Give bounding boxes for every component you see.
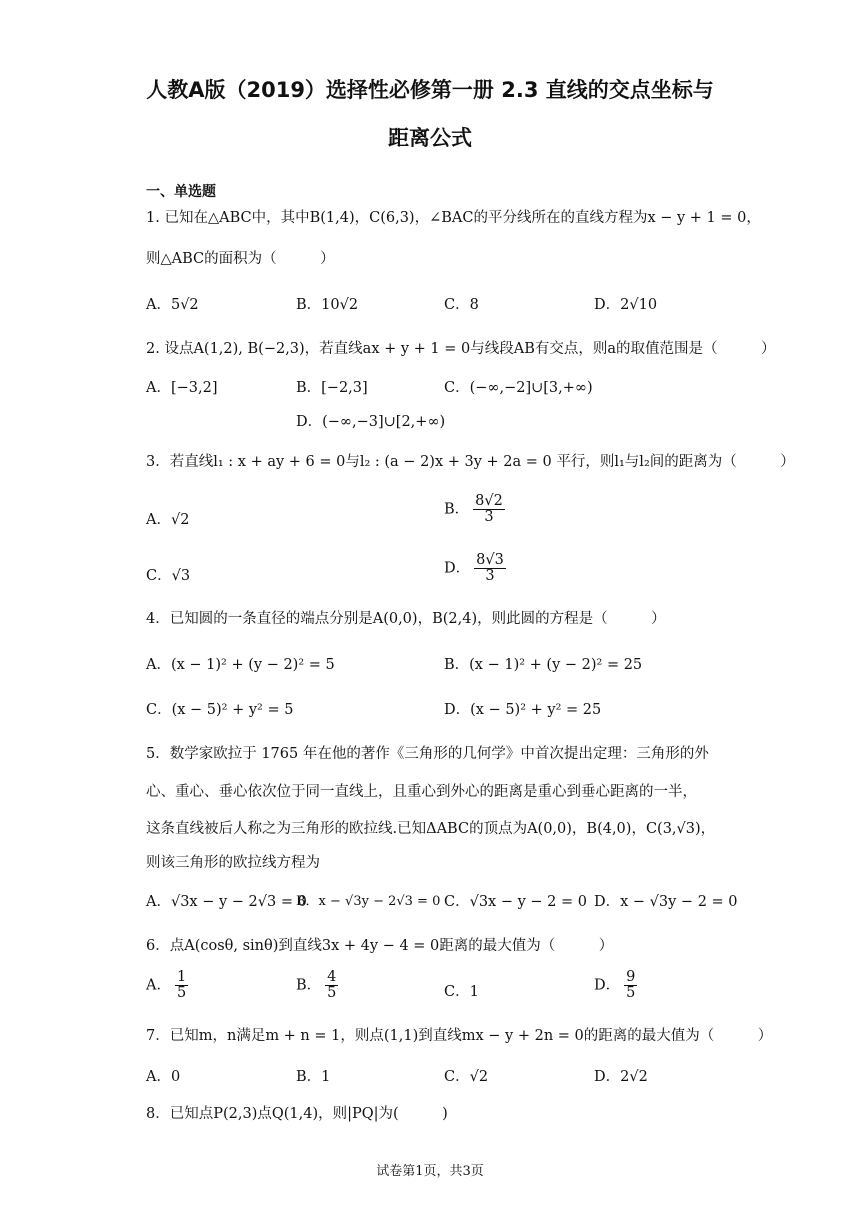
question-7-option-b[interactable]: B．1	[296, 1069, 331, 1085]
question-6-option-a-label: A．	[146, 977, 171, 994]
fraction-denominator: 5	[626, 985, 636, 1002]
question-7-option-d[interactable]: D．2√2	[594, 1069, 648, 1085]
fraction-denominator: 5	[176, 985, 187, 1002]
question-1-option-b[interactable]: B．10√2	[296, 297, 359, 313]
question-3-option-a[interactable]: A．√2	[146, 512, 190, 528]
question-2-option-b[interactable]: B．[−2,3]	[296, 380, 368, 396]
question-3-option-d-label: D．	[444, 560, 471, 577]
question-3-option-b[interactable]	[444, 494, 505, 525]
question-6-option-d-fraction	[624, 970, 637, 1001]
question-4-option-d[interactable]: D．(x − 5)² + y² = 25	[444, 702, 602, 718]
question-7-option-a[interactable]: A．0	[146, 1069, 181, 1085]
question-6-option-b[interactable]	[296, 970, 338, 1001]
fraction-denominator: 3	[485, 568, 495, 585]
question-1-line-2: 则△ABC的面积为（ ）	[146, 251, 335, 267]
fraction-numerator: 9	[626, 969, 636, 985]
question-6-option-d-label: D．	[594, 977, 621, 994]
question-6-option-a[interactable]	[146, 970, 188, 1001]
question-4-line-1: 4．已知圆的一条直径的端点分别是A(0,0)，B(2,4)，则此圆的方程是（ ）	[146, 611, 666, 627]
question-5-line-4: 则该三角形的欧拉线方程为	[146, 855, 320, 871]
question-1-line-1: 1. 已知在△ABC中，其中B(1,4)，C(6,3)，∠BAC的平分线所在的直线方程为x − y + 1 = 0，	[146, 210, 761, 226]
question-5-line-3: 这条直线被后人称之为三角形的欧拉线.已知ΔABC的顶点为A(0,0)，B(4,0)，C(3,√3)，	[146, 821, 716, 837]
question-3-option-d[interactable]	[444, 553, 506, 584]
fraction-denominator: 3	[484, 509, 494, 526]
question-1-option-a[interactable]: A．5√2	[146, 297, 199, 313]
question-6-option-c[interactable]: C．1	[444, 984, 479, 1000]
question-3-option-d-fraction	[474, 553, 506, 584]
question-5-option-b[interactable]: B．x − √3y − 2√3 = 0	[296, 894, 441, 909]
question-5-line-2: 心、重心、垂心依次位于同一直线上，且重心到外心的距离是重心到垂心距离的一半，	[146, 784, 697, 800]
fraction-numerator: 1	[176, 969, 187, 985]
question-3-option-b-fraction	[473, 494, 505, 525]
question-5-option-d[interactable]: D．x − √3y − 2 = 0	[594, 894, 738, 910]
question-2-option-a[interactable]: A．[−3,2]	[146, 380, 218, 396]
question-6-line-1: 6．点A(cosθ, sinθ)到直线3x + 4y − 4 = 0距离的最大值为（ ）	[146, 938, 614, 954]
question-3-line-1: 3．若直线l₁ : x + ay + 6 = 0与l₂ : (a − 2)x + 3y + 2a = 0 平行，则l₁与l₂间的距离为（ ）	[146, 454, 795, 470]
question-4-option-b[interactable]: B．(x − 1)² + (y − 2)² = 25	[444, 657, 643, 673]
page-footer: 试卷第1页，共3页	[376, 1164, 484, 1179]
question-5-line-1: 5．数学家欧拉于 1765 年在他的著作《三角形的几何学》中首次提出定理：三角形的外	[146, 746, 709, 762]
question-3-option-c[interactable]: C．√3	[146, 568, 191, 584]
question-8-line-1: 8．已知点P(2,3)点Q(1,4)，则|PQ|为( )	[146, 1106, 448, 1122]
question-5-option-a[interactable]: A．√3x − y − 2√3 = 0	[146, 894, 307, 910]
question-4-option-a[interactable]: A．(x − 1)² + (y − 2)² = 5	[146, 657, 335, 673]
question-2-option-d[interactable]: D．(−∞,−3]∪[2,+∞)	[296, 414, 446, 430]
question-2-option-c[interactable]: C．(−∞,−2]∪[3,+∞)	[444, 380, 593, 396]
section-heading: 一、单选题	[146, 184, 216, 200]
fraction-numerator: 4	[327, 969, 337, 985]
question-6-option-b-label: B．	[296, 977, 322, 994]
question-6-option-d[interactable]	[594, 970, 637, 1001]
fraction-numerator: 8√3	[476, 552, 504, 568]
document-title-line1: 人教A版（2019）选择性必修第一册 2.3 直线的交点坐标与	[146, 78, 714, 102]
fraction-numerator: 8√2	[475, 493, 503, 509]
question-1-option-d[interactable]: D．2√10	[594, 297, 658, 313]
document-title-line2: 距离公式	[388, 126, 472, 150]
question-3-option-b-label: B．	[444, 501, 470, 518]
question-7-option-c[interactable]: C．√2	[444, 1069, 489, 1085]
question-5-option-c[interactable]: C．√3x − y − 2 = 0	[444, 894, 587, 910]
fraction-denominator: 5	[327, 985, 337, 1002]
question-1-option-c[interactable]: C．8	[444, 297, 479, 313]
question-6-option-a-fraction	[175, 970, 188, 1001]
question-6-option-b-fraction	[325, 970, 338, 1001]
question-2-line-1: 2. 设点A(1,2), B(−2,3)，若直线ax + y + 1 = 0与线段AB有交点，则a的取值范围是（ ）	[146, 341, 776, 357]
question-4-option-c[interactable]: C．(x − 5)² + y² = 5	[146, 702, 294, 718]
question-7-line-1: 7．已知m，n满足m + n = 1，则点(1,1)到直线mx − y + 2n = 0的距离的最大值为（ ）	[146, 1028, 773, 1044]
